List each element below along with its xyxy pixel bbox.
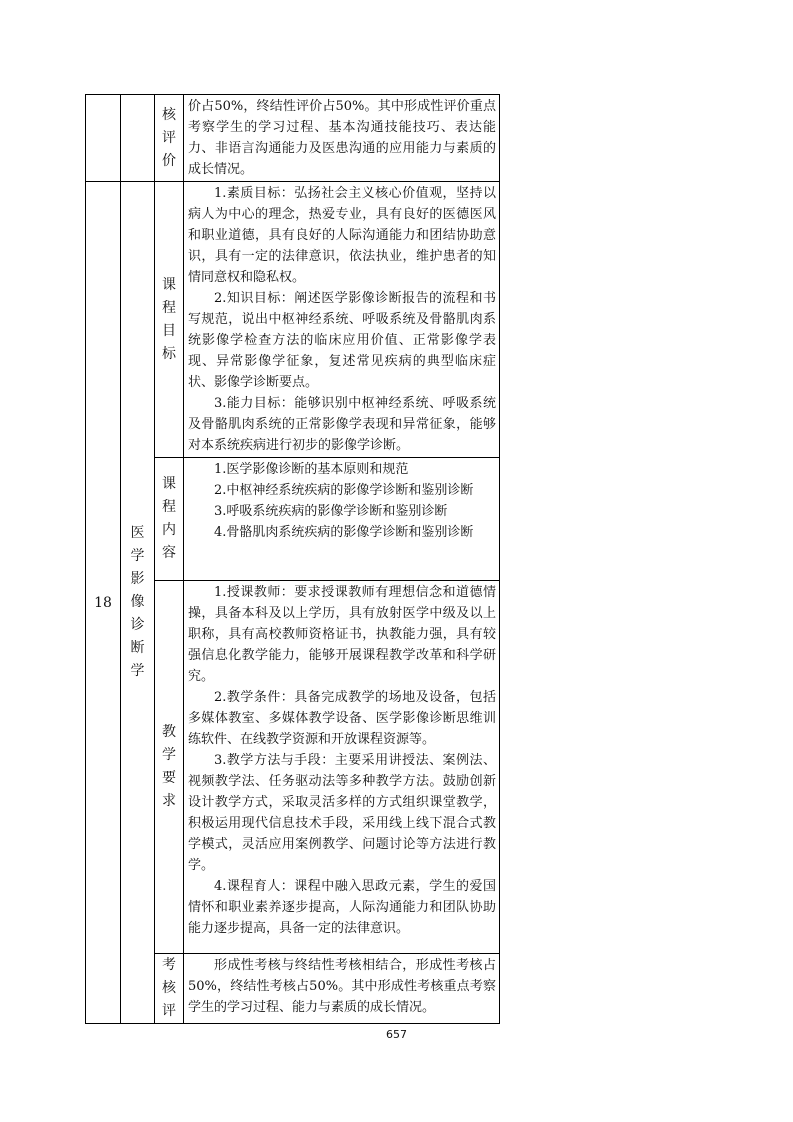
requirement-paragraph: 1.授课教师：要求授课教师有理想信念和道德情操，具备本科及以上学历，具有放射医学中级及以上职称，具有高校教师资格证书，执教能力强，具有较强信息化教学能力，能够开展课程教学改革和科学研究。 xyxy=(188,585,496,684)
requirement-paragraph: 4.课程育人：课程中融入思政元素，学生的爱国情怀和职业素养逐步提高，人际沟通能力和团队协助能力逐步提高，具备一定的法律意识。 xyxy=(188,879,496,936)
course-table xyxy=(85,94,500,1024)
content-item: 2.中枢神经系统疾病的影像学诊断和鉴别诊断 xyxy=(214,483,474,498)
objective-paragraph: 3.能力目标：能够识别中枢神经系统、呼吸系统及骨骼肌肉系统的正常影像学表现和异常征象，能够对本系统疾病进行初步的影像学诊断。 xyxy=(188,396,496,453)
prev-content-cell xyxy=(184,95,500,182)
objective-paragraph: 2.知识目标：阐述医学影像诊断报告的流程和书写规范，说出中枢神经系统、呼吸系统及骨骼肌肉系统影像学检查方法的临床应用价值、正常影像学表现、异常影像学征象，复述常见疾病的典型临床症状、影像学诊断要点。 xyxy=(188,291,496,390)
category-requirements: 教 学 要 求 xyxy=(155,581,184,954)
content-list xyxy=(184,458,500,581)
content-item: 3.呼吸系统疾病的影像学诊断和鉴别诊断 xyxy=(214,504,448,519)
category-assessment: 考 核 评 xyxy=(155,954,184,1024)
requirement-paragraph: 2.教学条件：具备完成教学的场地及设备，包括多媒体教室、多媒体教学设备、医学影像诊断思维训练软件、在线教学资源和开放课程资源等。 xyxy=(188,690,496,747)
prev-number-cell xyxy=(86,95,121,182)
page-number: 657 xyxy=(386,1028,407,1041)
table-row-prev xyxy=(86,95,500,182)
prev-text: 价占50%，终结性评价占50%。其中形成性评价重点考察学生的学习过程、基本沟通技能技巧、表达能力、非语言沟通能力及医患沟通的应用能力与素质的成长情况。 xyxy=(188,99,496,177)
content-item: 4.骨骼肌肉系统疾病的影像学诊断和鉴别诊断 xyxy=(214,525,474,540)
objectives-content xyxy=(184,182,500,458)
category-objectives: 课 程 目 标 xyxy=(155,182,184,458)
assessment-paragraph: 形成性考核与终结性考核相结合，形成性考核占50%，终结性考核占50%。其中形成性考核重点考察学生的学习过程、能力与素质的成长情况。 xyxy=(188,958,496,1015)
requirement-paragraph: 3.教学方法与手段：主要采用讲授法、案例法、视频教学法、任务驱动法等多种教学方法。鼓励创新设计教学方式，采取灵活多样的方式组织课堂教学，积极运用现代信息技术手段，采用线上线下混合式教学模式，灵活应用案例教学、问题讨论等方法进行教学。 xyxy=(188,753,496,873)
prev-category-cell: 核 评 价 xyxy=(155,95,184,182)
prev-subject-cell xyxy=(121,95,155,182)
content-item: 1.医学影像诊断的基本原则和规范 xyxy=(214,462,409,477)
category-content: 课 程 内 容 xyxy=(155,458,184,581)
course-number: 18 xyxy=(86,182,121,1024)
requirements-content xyxy=(184,581,500,954)
assessment-content xyxy=(184,954,500,1024)
objective-paragraph: 1.素质目标：弘扬社会主义核心价值观，坚持以病人为中心的理念，热爱专业，具有良好的医德医风和职业道德，具有良好的人际沟通能力和团结协助意识，具有一定的法律意识，依法执业，维护患者的知情同意权和隐私权。 xyxy=(188,186,496,285)
course-name: 医 学 影 像 诊 断 学 xyxy=(121,182,155,1024)
table-row-objectives xyxy=(86,182,500,458)
